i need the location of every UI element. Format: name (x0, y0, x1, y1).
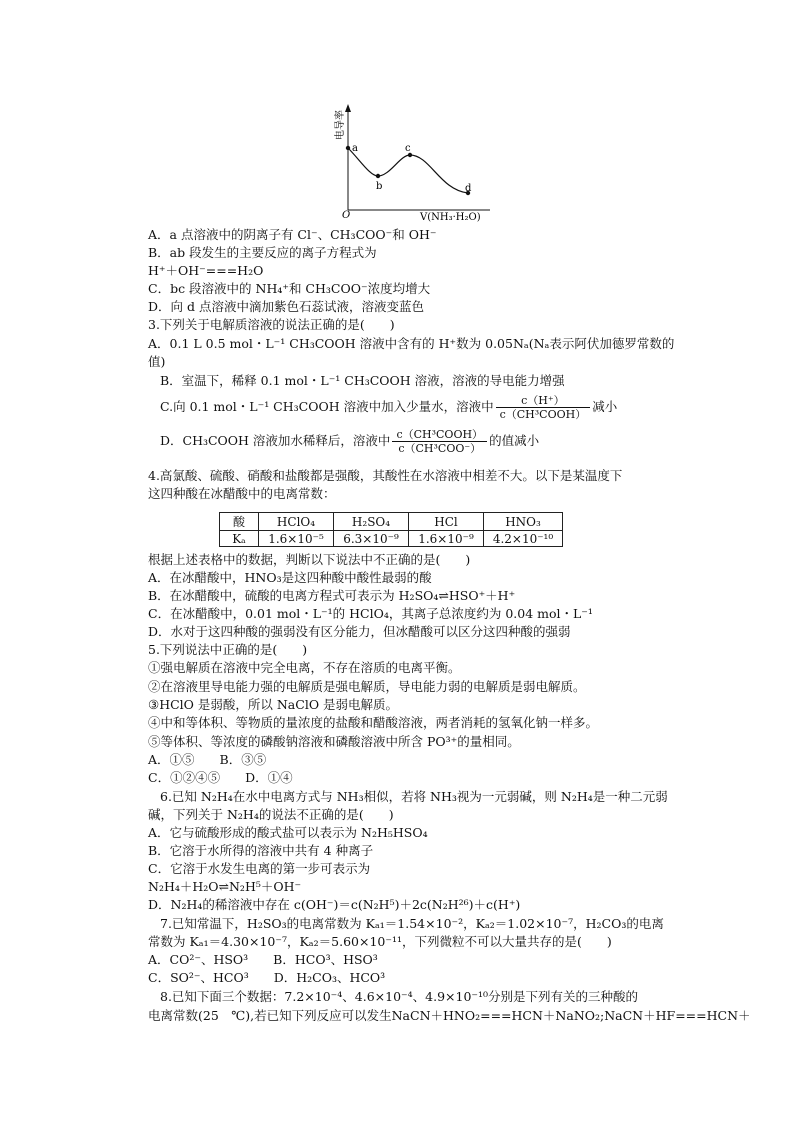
q8-stem: 8.已知下面三个数据：7.2×10⁻⁴、4.6×10⁻⁴、4.9×10⁻¹⁰分别是下列有关的三种酸的 (160, 989, 639, 1004)
point-b: b (376, 181, 383, 192)
q7-stem-cont: 常数为 Kₐ₁＝4.30×10⁻⁷，Kₐ₂＝5.60×10⁻¹¹，下列微粒不可以大量共存的是( ) (148, 934, 612, 949)
q3-option-a-cont: 值) (148, 354, 166, 369)
q5-statement-4: ④中和等体积、等物质的量浓度的盐酸和醋酸溶液，两者消耗的氢氧化钠一样多。 (148, 715, 599, 730)
q4-option-a: A．在冰醋酸中，HNO₃是这四种酸中酸性最弱的酸 (148, 570, 432, 585)
table-cell: 1.6×10⁻⁵ (259, 531, 334, 547)
q3-c-numerator: c（H⁺） (496, 394, 591, 408)
q7-options-ab: A．CO²⁻、HSO³ B．HCO³、HSO³ (148, 952, 378, 967)
table-header-cell: HNO₃ (484, 513, 563, 531)
table-header-cell: H₂SO₄ (334, 513, 409, 531)
table-cell: Kₐ (220, 531, 259, 547)
q8-stem-cont: 电离常数(25 ℃),若已知下列反应可以发生NaCN＋HNO₂===HCN＋NaNO₂;NaCN＋HF===HCN＋ (148, 1008, 751, 1023)
q5-stem: 5.下列说法中正确的是( ) (148, 642, 308, 657)
table-cell: 6.3×10⁻⁹ (334, 531, 409, 547)
q5-statement-3: ③HClO 是弱酸，所以 NaClO 是弱电解质。 (148, 697, 399, 712)
q3-d-numerator: c（CH³COOH） (392, 428, 487, 442)
q6-option-c: C．它溶于水发生电离的第一步可表示为 (148, 861, 371, 876)
q2-option-c: C．bc 段溶液中的 NH₄⁺和 CH₃COO⁻浓度均增大 (148, 281, 431, 296)
q5-statement-2: ②在溶液里导电能力强的电解质是强电解质，导电能力弱的电解质是弱电解质。 (148, 679, 586, 694)
q2-option-a: A．a 点溶液中的阴离子有 Cl⁻、CH₃COO⁻和 OH⁻ (148, 227, 437, 242)
q6-option-b: B．它溶于水所得的溶液中共有 4 种离子 (148, 843, 374, 858)
q3-c-text: C.向 0.1 mol・L⁻¹ CH₃COOH 溶液中加入少量水，溶液中 (160, 399, 494, 414)
table-row (220, 513, 563, 531)
q7-options-cd: C．SO²⁻、HCO³ D．H₂CO₃、HCO³ (148, 970, 386, 985)
q3-d-fraction (392, 428, 487, 455)
table-header-cell: HCl (409, 513, 484, 531)
q6-option-a: A．它与硫酸形成的酸式盐可以表示为 N₂H₅HSO₄ (148, 825, 428, 840)
q3-option-d (160, 428, 539, 455)
q4-stem-cont: 这四种酸在冰醋酸中的电离常数： (148, 486, 336, 501)
q3-option-b: B．室温下，稀释 0.1 mol・L⁻¹ CH₃COOH 溶液，溶液的导电能力增强 (160, 373, 565, 388)
q2-equation: H⁺＋OH⁻===H₂O (148, 263, 264, 278)
table-header-cell: 酸 (220, 513, 259, 531)
table-cell: 1.6×10⁻⁹ (409, 531, 484, 547)
q4-question: 根据上述表格中的数据，判断以下说法中不正确的是( ) (148, 552, 471, 567)
table-header-cell: HClO₄ (259, 513, 334, 531)
origin-label: O (342, 210, 351, 221)
x-axis-label: V(NH₃·H₂O) (420, 212, 481, 223)
q5-options-cd: C．①②④⑤ D．①④ (148, 770, 293, 785)
y-axis-label: 电导率 (335, 110, 346, 140)
q5-options-ab: A．①⑤ B．③⑤ (148, 752, 267, 767)
q7-stem: 7.已知常温下，H₂SO₃的电离常数为 Kₐ₁＝1.54×10⁻²，Kₐ₂＝1.02×10⁻⁷，H₂CO₃的电离 (160, 916, 664, 931)
q3-c-tail: 减小 (592, 399, 618, 414)
q4-option-d: D．水对于这四种酸的强弱没有区分能力，但冰醋酸可以区分这四种酸的强弱 (148, 624, 571, 639)
table-cell: 4.2×10⁻¹⁰ (484, 531, 563, 547)
q5-statement-1: ①强电解质在溶液中完全电离，不存在溶质的电离平衡。 (148, 660, 461, 675)
point-d: d (465, 183, 472, 194)
q6-stem: 6.已知 N₂H₄在水中电离方式与 NH₃相似，若将 NH₃视为一元弱碱，则 N₂H₄是一种二元弱 (160, 789, 668, 804)
q3-option-a: A．0.1 L 0.5 mol・L⁻¹ CH₃COOH 溶液中含有的 H⁺数为 0.05Nₐ(Nₐ表示阿伏加德罗常数的 (148, 336, 675, 351)
q6-option-d: D．N₂H₄的稀溶液中存在 c(OH⁻)＝c(N₂H⁵)＋2c(N₂H²⁶)＋c(H⁺) (148, 897, 521, 912)
q4-option-b: B．在冰醋酸中，硫酸的电离方程式可表示为 H₂SO₄⇌HSO⁺＋H⁺ (148, 588, 516, 603)
q3-c-denominator: c（CH³COOH） (499, 408, 587, 421)
q5-statement-5: ⑤等体积、等浓度的磷酸钠溶液和磷酸溶液中所含 PO³⁺的量相同。 (148, 734, 520, 749)
q3-stem: 3.下列关于电解质溶液的说法正确的是( ) (148, 317, 395, 332)
q2-option-d: D．向 d 点溶液中滴加紫色石蕊试液，溶液变蓝色 (148, 299, 424, 314)
q6-stem-cont: 碱，下列关于 N₂H₄的说法不正确的是( ) (148, 807, 394, 822)
q3-d-tail: 的值减小 (489, 433, 540, 448)
q6-equation: N₂H₄＋H₂O⇌N₂H⁵＋OH⁻ (148, 879, 302, 894)
point-a: a (352, 143, 358, 154)
q4-stem: 4.高氯酸、硫酸、硝酸和盐酸都是强酸，其酸性在水溶液中相差不大。以下是某温度下 (148, 468, 623, 483)
acid-constants-table (219, 512, 563, 547)
table-row (220, 531, 563, 547)
q3-c-fraction (496, 394, 591, 421)
point-c: c (405, 143, 411, 154)
q3-d-denominator: c（CH³COO⁻） (398, 442, 482, 455)
q3-option-c (160, 394, 617, 421)
q3-d-text: D．CH₃COOH 溶液加水稀释后，溶液中 (160, 433, 391, 448)
q4-option-c: C．在冰醋酸中，0.01 mol・L⁻¹的 HClO₄，其离子总浓度约为 0.04 mol・L⁻¹ (148, 606, 593, 621)
conductivity-graph (320, 100, 500, 225)
q2-option-b: B．ab 段发生的主要反应的离子方程式为 (148, 245, 377, 260)
